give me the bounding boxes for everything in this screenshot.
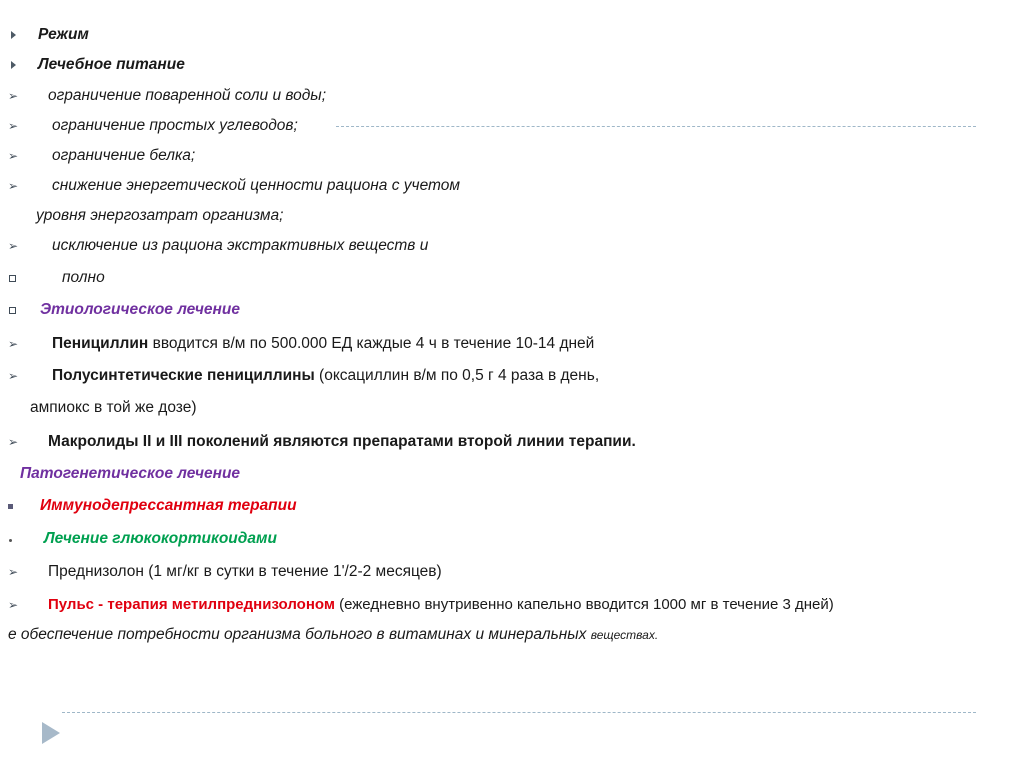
chevron-bullet-icon: ➢ bbox=[8, 337, 19, 351]
semisynthetic-text bbox=[52, 366, 599, 386]
chevron-bullet-icon: ➢ bbox=[8, 565, 19, 579]
square-bullet-icon bbox=[9, 275, 16, 282]
bottom-dashed-divider bbox=[62, 712, 976, 713]
etiology-heading: Этиологическое лечение bbox=[40, 301, 241, 318]
regime-heading: Режим bbox=[38, 26, 89, 43]
slide-corner-triangle-icon bbox=[42, 722, 60, 744]
diet-item-text: снижение энергетической ценности рациона с учетом bbox=[52, 177, 460, 194]
semisynthetic-dose: (оксациллин в/м по 0,5 г 4 раза в день, bbox=[314, 367, 600, 384]
top-dashed-divider bbox=[336, 126, 976, 127]
diet-item-text: ограничение поваренной соли и воды; bbox=[48, 87, 327, 104]
chevron-bullet-icon: ➢ bbox=[8, 435, 19, 449]
pathogenetic-heading: Патогенетическое лечение bbox=[20, 465, 241, 482]
diet-item-text: уровня энергозатрат организма; bbox=[36, 207, 284, 224]
penicillin-name: Пенициллин bbox=[52, 335, 149, 352]
square-bullet-icon bbox=[9, 307, 16, 314]
semisynthetic-name: Полусинтетические пенициллины bbox=[52, 367, 315, 384]
gluco-heading: Лечение глюкокортикоидами bbox=[44, 530, 277, 547]
chevron-bullet-icon: ➢ bbox=[8, 89, 19, 103]
chevron-bullet-icon: ➢ bbox=[8, 239, 19, 253]
triangle-bullet-icon bbox=[11, 31, 16, 39]
prednisolone-text: Преднизолон (1 мг/кг в сутки в течение 1'/2-2 месяцев) bbox=[48, 563, 442, 580]
pulse-text bbox=[48, 595, 834, 615]
diet-heading: Лечебное питание bbox=[38, 56, 185, 73]
triangle-bullet-icon bbox=[11, 61, 16, 69]
ampiox-text: ампиокс в той же дозе) bbox=[30, 399, 197, 416]
diet-item-text: полно bbox=[62, 269, 105, 286]
macrolides-text: Макролиды II и III поколений являются препаратами второй линии терапии. bbox=[48, 433, 636, 450]
dot-bullet-icon bbox=[9, 539, 12, 542]
provision-main: е обеспечение потребности организма больного в витаминах и минеральных bbox=[8, 626, 591, 643]
penicillin-text bbox=[52, 334, 594, 354]
pulse-dose: (ежедневно внутривенно капельно вводится 1000 мг в течение 3 дней) bbox=[334, 596, 834, 613]
chevron-bullet-icon: ➢ bbox=[8, 119, 19, 133]
filled-square-bullet-icon bbox=[8, 504, 13, 509]
chevron-bullet-icon: ➢ bbox=[8, 598, 19, 612]
diet-item-text: исключение из рациона экстрактивных веществ и bbox=[52, 237, 429, 254]
provision-small: веществах. bbox=[590, 628, 659, 642]
chevron-bullet-icon: ➢ bbox=[8, 369, 19, 383]
pulse-name: Пульс - терапия метилпреднизолоном bbox=[48, 596, 335, 613]
diet-item-text: ограничение белка; bbox=[52, 147, 196, 164]
chevron-bullet-icon: ➢ bbox=[8, 149, 19, 163]
diet-item-text: ограничение простых углеводов; bbox=[52, 117, 298, 134]
penicillin-dose: вводится в/м по 500.000 ЕД каждые 4 ч в течение 10-14 дней bbox=[148, 335, 595, 352]
immuno-heading: Иммунодепрессантная терапии bbox=[40, 497, 297, 514]
provision-text bbox=[8, 625, 658, 645]
chevron-bullet-icon: ➢ bbox=[8, 179, 19, 193]
